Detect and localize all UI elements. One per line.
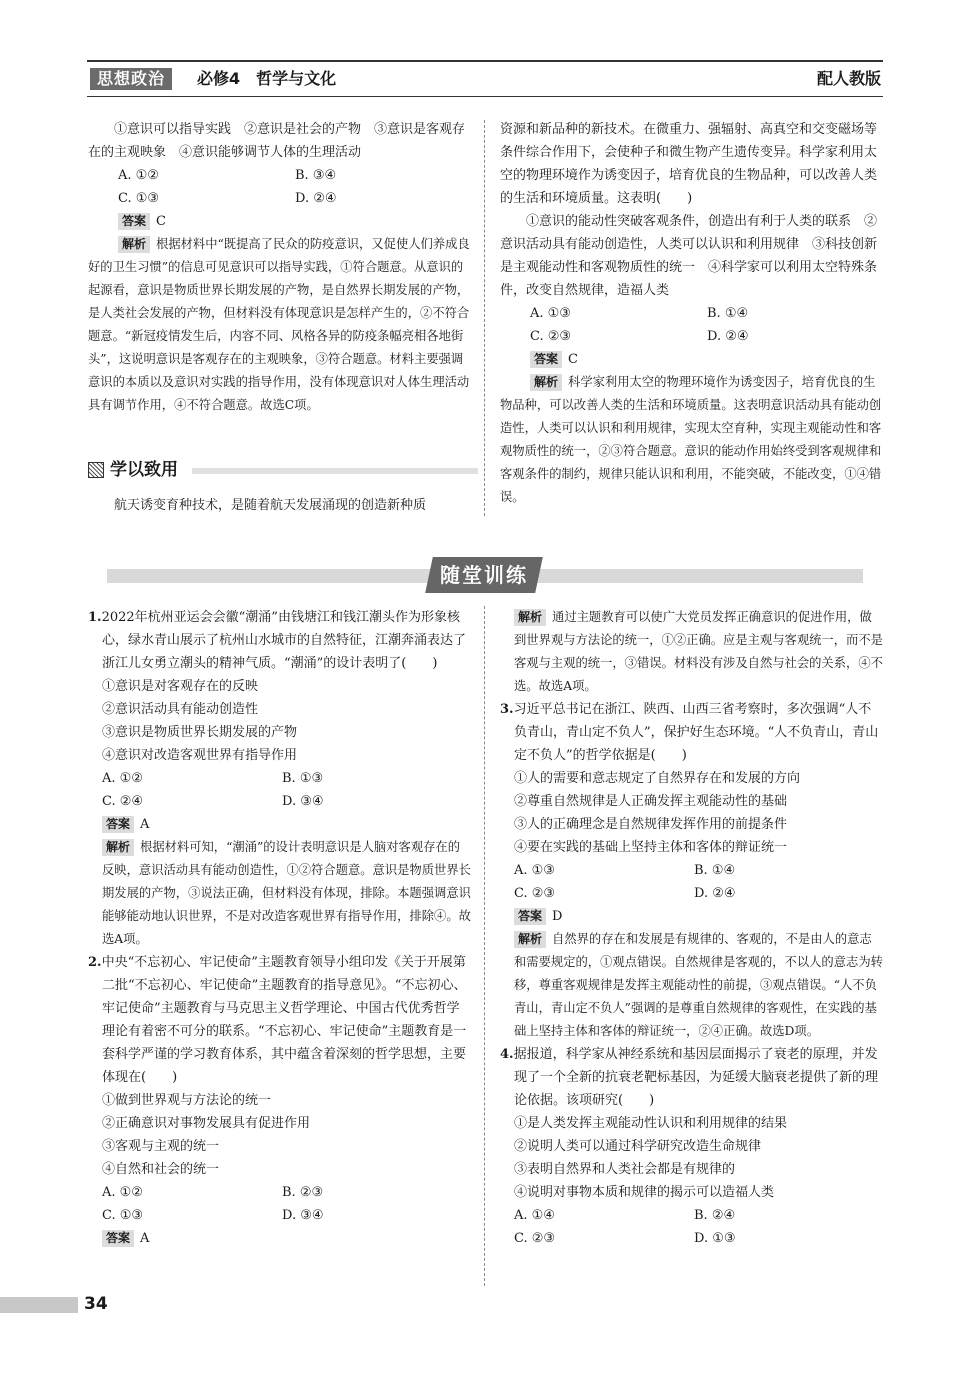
bottom-right-column [500,606,884,1250]
book-title: 必修4 哲学与文化 [197,69,337,88]
column-divider [484,120,485,516]
option-b: B. ①③ [282,771,324,786]
statement-list: ①意识的能动性突破客观条件，创造出有利于人类的联系 ②意识活动具有能动创造性，人类可以认识和利用规律 ③科技创新是主观能动性和客观物质性的统一 ④科学家可以利用太空特殊条件，改变自然规律，造福人类 [500,214,878,298]
statement-item: ④自然和社会的统一 [102,1162,220,1177]
option-c: C. ②③ [530,329,572,344]
statement-item: ②尊重自然规律是人正确发挥主观能动性的基础 [514,794,788,809]
option-a: A. ①② [118,168,159,183]
material-text: 资源和新品种的新技术。在微重力、强辐射、高真空和交变磁场等条件综合作用下，会使种子和微生物产生遗传变异。科学家利用太空的物理环境作为诱变因子，培育优良的生物品种，可以改善人类的生活和环境质量。这表明( ) [500,122,878,206]
top-left-column [88,118,472,417]
statement-item: ③人的正确理念是自然规律发挥作用的前提条件 [514,817,788,832]
answer-line [88,210,472,233]
edition-label: 配人教版 [816,69,881,88]
options-row [500,1204,884,1227]
option-c: C. ①③ [118,191,160,206]
option-b: B. ②④ [694,1208,736,1223]
analysis-text: 科学家利用太空的物理环境作为诱变因子，培育优良的生物品种，可以改善人类的生活和环境质量。这表明意识活动具有能动创造性，人类可以认识和利用规律，实现太空育种，实现主观能动性和客观物质性的统一，②③符合题意。意识的能动作用始终受到客观规律和客观条件的制约，规律只能认识和利用，不能突破，不能改变，①④错误。 [500,375,882,504]
option-b: B. ②③ [282,1185,324,1200]
analysis [500,928,884,1043]
bottom-left-column [88,606,472,1250]
option-d: D. ③④ [282,1208,324,1223]
statement-item: ②意识活动具有能动创造性 [102,702,259,717]
statement-item: ③意识是物质世界长期发展的产物 [102,725,298,740]
xyzy-intro-text: 航天诱变育种技术，是随着航天发展涌现的创造新种质 [114,498,427,513]
analysis [88,836,472,951]
option-d: D. ②④ [694,886,736,901]
analysis [500,371,884,509]
answer-line [500,905,884,928]
statement-item: ③表明自然界和人类社会都是有规律的 [514,1162,736,1177]
analysis-tag: 解析 [118,236,150,253]
answer-line [88,813,472,836]
analysis-tag: 解析 [530,374,562,391]
question-number: 3. [500,702,514,717]
answer-tag: 答案 [530,351,562,368]
options-row [500,882,884,905]
analysis-text: 根据材料中“既提高了民众的防疫意识，又促使人们养成良好的卫生习惯”的信息可见意识可以指导实践，①符合题意。从意识的起源看，意识是物质世界长期发展的产物，是自然界长期发展的产物，是人类社会发展的产物，但材料没有体现意识是怎样产生的，②不符合题意。“新冠疫情发生后，内容不同、风格各异的防疫条幅亮相各地街头”，这说明意识是客观存在的主观映象，③符合题意。材料主要强调意识的本质以及意识对实践的指导作用，没有体现意识对人体生理活动具有调节作用，④不符合题意。故选C项。 [88,237,470,412]
footer-bar [0,1297,78,1313]
section-banner-title: 随堂训练 [440,563,528,587]
subject-tag: 思想政治 [90,68,172,90]
option-a: A. ①② [102,1185,143,1200]
analysis-text: 根据材料可知，“潮涌”的设计表明意识是人脑对客观存在的反映，意识活动具有能动创造性，①②符合题意。意识是物质世界长期发展的产物，③说法正确，但材料没有体现，排除。本题强调意识能够能动地认识世界，不是对改造客观世界有指导作用，排除④。故选A项。 [102,840,471,946]
analysis-tag: 解析 [514,931,546,948]
page-header [87,60,883,97]
option-b: B. ①④ [694,863,736,878]
statement-item: ④意识对改造客观世界有指导作用 [102,748,298,763]
statement-item: ②说明人类可以通过科学研究改造生命规律 [514,1139,762,1154]
option-a: A. ①③ [530,306,571,321]
option-a: A. ①② [102,771,143,786]
option-a: A. ①④ [514,1208,555,1223]
options-row [500,859,884,882]
statement-item: ①是人类发挥主观能动性认识和利用规律的结果 [514,1116,788,1131]
top-right-column [500,118,884,509]
answer-value: C [156,214,166,229]
option-c: C. ②③ [514,1231,556,1246]
answer-tag: 答案 [118,213,150,230]
option-b: B. ①④ [707,306,749,321]
option-d: D. ③④ [282,794,324,809]
statement-item: ③客观与主观的统一 [102,1139,220,1154]
question-1 [88,606,472,675]
statement-item: ①意识是对客观存在的反映 [102,679,259,694]
analysis [88,233,472,417]
page-number: 34 [84,1294,108,1314]
statement-list: ①意识可以指导实践 ②意识是社会的产物 ③意识是客观存在的主观映象 ④意识能够调节人体的生理活动 [88,122,466,160]
options-row [88,164,472,187]
section-marker-icon [88,462,104,478]
column-divider [484,606,485,1286]
question-stem [88,951,472,1089]
section-heading-xyzy [88,458,478,482]
answer-tag: 答案 [102,1230,134,1247]
options-row [88,767,472,790]
answer-value: A [140,1231,150,1246]
section-label: 学以致用 [110,460,178,480]
options-row [500,1227,884,1250]
option-d: D. ②④ [295,191,337,206]
section-rule [192,468,478,474]
xyzy-intro [88,494,472,517]
option-c: C. ①③ [102,1208,144,1223]
question-stem [500,698,884,767]
question-number: 4. [500,1047,514,1062]
options-row [88,1181,472,1204]
question-stem-text: 据报道，科学家从神经系统和基因层面揭示了衰老的原理，并发现了一个全新的抗衰老靶标基因，为延缓大脑衰老提供了新的理论依据。该项研究( ) [513,1047,879,1108]
options-row [88,187,472,210]
answer-value: D [552,909,563,924]
answer-line [88,1227,472,1250]
option-d: D. ①③ [694,1231,736,1246]
answer-value: A [140,817,150,832]
options-row [500,325,884,348]
question-4 [500,1043,884,1112]
question-stem-text: 中央“不忘初心、牢记使命”主题教育领导小组印发《关于开展第二批“不忘初心、牢记使命”主题教育的指导意见》。“不忘初心、牢记使命”主题教育与马克思主义哲学理论、中国古代优秀哲学理论有着密不可分的联系。“不忘初心、牢记使命”主题教育是一套科学严谨的学习教育体系，其中蕴含着深刻的哲学思想，主要体现在( ) [101,955,467,1085]
question-number: 1. [88,610,102,625]
statement-item: ④要在实践的基础上坚持主体和客体的辩证统一 [514,840,788,855]
options-row [500,302,884,325]
answer-line [500,348,884,371]
question-2 [88,951,472,1089]
answer-tag: 答案 [514,908,546,925]
analysis [500,606,884,698]
option-a: A. ①③ [514,863,555,878]
question-stem [88,606,472,675]
question-3 [500,698,884,767]
option-b: B. ③④ [295,168,337,183]
option-c: C. ②③ [514,886,556,901]
analysis-tag: 解析 [102,839,134,856]
analysis-text: 自然界的存在和发展是有规律的、客观的，不是由人的意志和需要规定的，①观点错误。自然规律是客观的，不以人的意志为转移，尊重客观规律是发挥主观能动性的前提，③观点错误。“人不负青山，青山定不负人”强调的是尊重自然规律的客观性，在实践的基础上坚持主体和客体的辩证统一，②④正确。故选D项。 [514,932,883,1038]
option-c: C. ②④ [102,794,144,809]
statement-item: ①人的需要和意志规定了自然界存在和发展的方向 [514,771,801,786]
question-stem-text: 习近平总书记在浙江、陕西、山西三省考察时，多次强调“人不负青山，青山定不负人”，保护好生态环境。“人不负青山，青山定不负人”的哲学依据是( ) [513,702,879,763]
answer-tag: 答案 [102,816,134,833]
question-stem [500,1043,884,1112]
options-row [88,790,472,813]
answer-value: C [568,352,578,367]
options-row [88,1204,472,1227]
option-d: D. ②④ [707,329,749,344]
analysis-tag: 解析 [514,609,546,626]
statement-item: ④说明对事物本质和规律的揭示可以造福人类 [514,1185,775,1200]
question-stem-text: 2022年杭州亚运会会徽“潮涌”由钱塘江和钱江潮头作为形象核心，绿水青山展示了杭州山水城市的自然特征，江潮奔涌表达了浙江儿女勇立潮头的精神气质。“潮涌”的设计表明了( ) [101,610,467,671]
statement-item: ②正确意识对事物发展具有促进作用 [102,1116,311,1131]
analysis-text: 通过主题教育可以使广大党员发挥正确意识的促进作用，做到世界观与方法论的统一，①②正确。应是主观与客观统一，而不是客观与主观的统一，③错误。材料没有涉及自然与社会的关系，④不选。故选A项。 [514,610,883,693]
statement-item: ①做到世界观与方法论的统一 [102,1093,272,1108]
question-number: 2. [88,955,102,970]
